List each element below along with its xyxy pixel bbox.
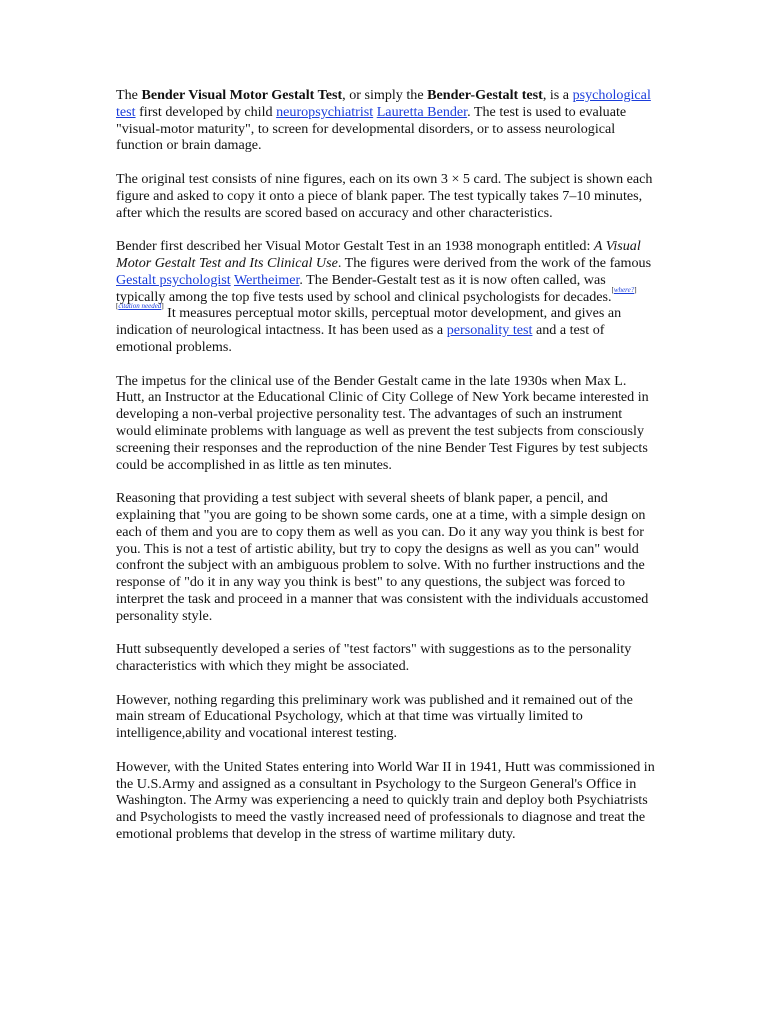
bracket: ] [161,302,164,311]
text-run: Bender first described her Visual Motor Gestalt Test in an 1938 monograph entitled: [116,238,594,255]
text-run: . The Bender-Gestalt test as it is now often called, was typically among the top five tests used by school and clinical psychologists for decades. [116,271,612,305]
link-psychological-test[interactable]: psychological test [116,87,651,120]
paragraph-test-factors: Hutt subsequently developed a series of "test factors" with suggestions as to the personality characteristics with which they might be associated. [116,641,632,675]
superscript-where [612,286,637,294]
bracket: [ [116,302,119,311]
link-lauretta-bender[interactable]: Lauretta Bender [376,103,468,120]
paragraph-original-test: The original test consists of nine figures, each on its own 3 × 5 card. The subject is shown each figure and asked to copy it onto a piece of blank paper. The test typically takes 7–10 minutes, after which the results are scored based on accuracy and other characteristics. [116,170,653,221]
italic-monograph-title: A Visual Motor Gestalt Test and Its Clinical Use [116,238,641,271]
link-citation-needed[interactable]: citation needed [118,302,162,311]
paragraph-intro [116,87,656,154]
text-run: first developed by child [135,103,277,120]
bold-term-bender-gestalt-test: Bender-Gestalt test [427,87,543,103]
link-neuropsychiatrist[interactable]: neuropsychiatrist [276,103,374,120]
superscript-citation-needed [116,302,164,310]
link-wertheimer[interactable]: Wertheimer [233,271,300,288]
document-body [116,87,656,860]
link-gestalt-psychologist[interactable]: Gestalt psychologist [116,271,231,288]
paragraph-monograph [116,238,656,356]
text-run: . The figures were derived from the work of the famous [337,254,652,271]
text-run: The [116,87,142,103]
text-run: , is a [542,87,573,103]
text-run: It measures perceptual motor skills, perceptual motor development, and gives an indication of neurological intactness. It has been used as a [116,305,622,339]
link-personality-test[interactable]: personality test [446,322,533,339]
bracket: ] [634,285,637,294]
text-run: and a test of emotional problems. [116,322,605,355]
paragraph-impetus: The impetus for the clinical use of the Bender Gestalt came in the late 1930s when Max L. Hutt, an Instructor at the Educational Clinic of City College of New York became interested in developing a non-verbal projective personality test. The advantages of such an instrument would eliminate problems with language as well as prevent the test subjects from consciously screening their responses and the reproduction of the nine Bender Test Figures by test subjects could be accomplished in as little as ten minutes. [116,372,649,473]
bold-term-bender-visual-motor-gestalt-test: Bender Visual Motor Gestalt Test [141,87,343,103]
paragraph-preliminary-work: However, nothing regarding this preliminary work was published and it remained out of the main stream of Educational Psychology, which at that time was virtually limited to intelligence,ability and vocational interest testing. [116,691,633,742]
text-run: , or simply the [342,87,428,103]
paragraph-world-war: However, with the United States entering into World War II in 1941, Hutt was commissioned in the U.S.Army and assigned as a consultant in Psychology to the Surgeon General's Office in Washington. The Army was experiencing a need to quickly train and deploy both Psychiatrists and Psychologists to meed the vastly increased need of professionals to diagnose and treat the emotional problems that develop in the stress of wartime military duty. [116,758,655,843]
paragraph-reasoning: Reasoning that providing a test subject with several sheets of blank paper, a pencil, and explaining that "you are going to be shown some cards, one at a time, with a simple design on each of them and you are to copy them as well as you can. Do it any way you think is best for you. This is not a test of artistic ability, but try to copy the designs as well as you can" would confront the subject with an ambiguous problem to solve. With no further instructions and the response of "do it in any way you think is best" to any questions, the subject was forced to interpret the task and proceed in a manner that was consistent with the individuals accustomed personality style. [116,490,649,624]
bracket: [ [611,285,614,294]
text-run: . The test is used to evaluate "visual-motor maturity", to screen for developmental disorders, or to assess neurological function or brain damage. [116,103,627,154]
link-where[interactable]: where? [613,285,635,294]
